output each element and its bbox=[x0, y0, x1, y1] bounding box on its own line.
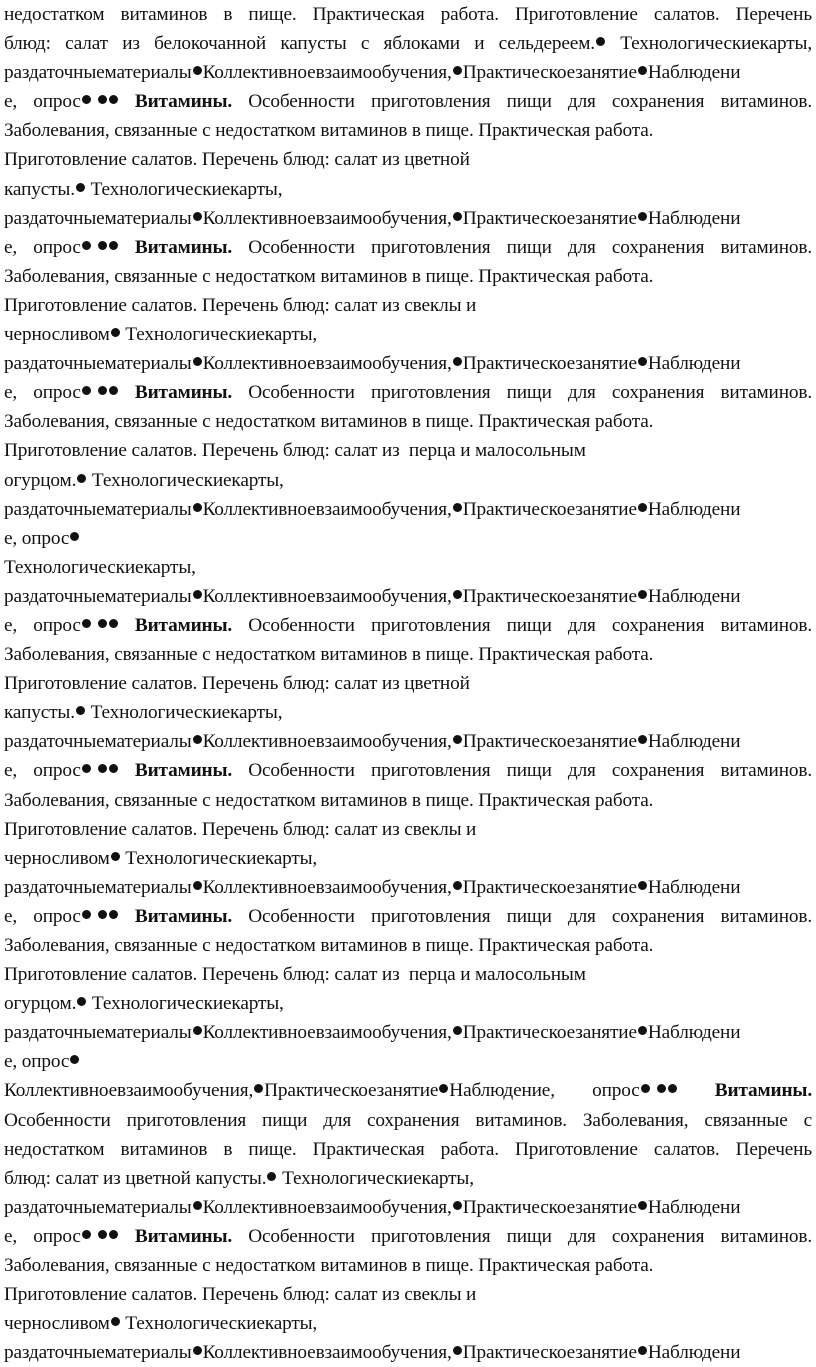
text-line bbox=[4, 1251, 812, 1280]
text-line bbox=[4, 1309, 812, 1338]
bullet-icon bbox=[77, 474, 86, 483]
text-segment: Коллективноевзаимообучения, bbox=[202, 1022, 452, 1044]
text-segment: Особенности приготовления пищи для сохранения витаминов. bbox=[232, 1225, 813, 1247]
text-line bbox=[4, 1280, 812, 1309]
bold-heading-text: Витамины. bbox=[714, 1080, 812, 1102]
text-segment: капусты. bbox=[4, 702, 75, 724]
text-line bbox=[4, 407, 812, 436]
bullet-icon bbox=[77, 997, 86, 1006]
bullet-icon bbox=[638, 1201, 647, 1210]
text-segment: Практическоезанятие bbox=[462, 498, 637, 520]
text-segment: Практическоезанятие bbox=[462, 1342, 637, 1364]
text-segment: огурцом. bbox=[4, 993, 77, 1015]
text-segment: Особенности приготовления пищи для сохранения витаминов. bbox=[232, 236, 813, 258]
text-segment bbox=[119, 91, 135, 112]
bullet-icon bbox=[98, 95, 107, 104]
bullet-icon bbox=[109, 386, 118, 395]
bullet-icon bbox=[82, 386, 91, 395]
bullet-icon bbox=[254, 1084, 263, 1093]
bold-heading-text: Витамины. bbox=[134, 236, 233, 258]
text-segment: Заболевания, связанные с недостатком витаминов в пище. Практическая работа. bbox=[4, 935, 654, 956]
text-segment: е, опрос bbox=[4, 382, 81, 404]
text-segment: Заболевания, связанные с недостатком витаминов в пище. Практическая работа. bbox=[4, 1255, 654, 1277]
text-segment: Технологическиекарты, bbox=[277, 1167, 474, 1189]
bold-heading-text: Витамины. bbox=[134, 760, 233, 782]
text-segment bbox=[119, 382, 135, 403]
text-segment: раздаточныематериалы bbox=[4, 498, 192, 520]
text-line bbox=[4, 87, 812, 116]
text-segment: недостатком витаминов в пище. Практическая работа. Приготовление салатов. Перечень bbox=[4, 1138, 812, 1160]
text-segment: раздаточныематериалы bbox=[4, 1196, 192, 1218]
bullet-icon bbox=[76, 183, 85, 192]
text-segment: Технологическиекарты, bbox=[87, 469, 284, 491]
text-line bbox=[4, 204, 812, 233]
text-line bbox=[4, 582, 812, 611]
text-segment: Технологическиекарты, bbox=[120, 847, 318, 869]
text-segment bbox=[678, 1080, 715, 1101]
bullet-icon bbox=[70, 1055, 79, 1064]
text-segment: Приготовление салатов. Перечень блюд: салат из свеклы и bbox=[4, 1284, 477, 1306]
text-line bbox=[4, 873, 812, 902]
text-line bbox=[4, 669, 812, 698]
text-segment: Технологическиекарты, bbox=[605, 33, 813, 55]
text-segment: Коллективноевзаимообучения, bbox=[202, 1342, 452, 1364]
bullet-icon bbox=[98, 619, 107, 628]
bullet-icon bbox=[82, 95, 91, 104]
bullet-icon bbox=[453, 881, 462, 890]
bullet-icon bbox=[193, 1201, 202, 1210]
text-segment: Наблюдение, опрос bbox=[449, 1080, 640, 1102]
bullet-icon bbox=[109, 910, 118, 919]
bullet-icon bbox=[82, 619, 91, 628]
text-segment: капусты. bbox=[4, 178, 75, 200]
bullet-icon bbox=[638, 590, 647, 599]
text-segment: Технологическиекарты, bbox=[85, 702, 283, 724]
text-segment: Практическоезанятие bbox=[462, 62, 637, 84]
text-segment: Технологическиекарты, bbox=[85, 178, 283, 200]
text-segment bbox=[119, 760, 135, 781]
text-segment: Практическоезанятие bbox=[462, 731, 637, 753]
text-segment: Наблюдени bbox=[647, 1022, 741, 1044]
text-line bbox=[4, 0, 812, 29]
text-segment: Наблюдени bbox=[647, 1342, 741, 1364]
text-segment bbox=[119, 906, 135, 927]
bullet-icon bbox=[111, 852, 120, 861]
text-line bbox=[4, 349, 812, 378]
bullet-icon bbox=[439, 1084, 448, 1093]
bullet-icon bbox=[193, 212, 202, 221]
bullet-icon bbox=[109, 619, 118, 628]
text-segment: Технологическиекарты, bbox=[120, 1313, 318, 1335]
text-segment: Заболевания, связанные с недостатком витаминов в пище. Практическая работа. bbox=[4, 644, 654, 666]
text-segment: Заболевания, связанные с недостатком витаминов в пище. Практическая работа. bbox=[4, 411, 654, 433]
text-segment: Наблюдени bbox=[647, 207, 741, 229]
text-segment: Наблюдени bbox=[647, 353, 741, 375]
text-line bbox=[4, 29, 812, 58]
text-segment: Технологическиекарты, bbox=[4, 556, 196, 578]
text-segment: е, опрос bbox=[4, 1225, 81, 1247]
text-segment: е, опрос bbox=[4, 905, 81, 927]
text-line bbox=[4, 611, 812, 640]
bullet-icon bbox=[109, 241, 118, 250]
text-segment: блюд: салат из белокочанной капусты с яблоками и сельдереем. bbox=[4, 33, 595, 55]
bullet-icon bbox=[641, 1084, 650, 1093]
text-line bbox=[4, 145, 812, 174]
text-line bbox=[4, 233, 812, 262]
bullet-icon bbox=[111, 328, 120, 337]
text-segment: раздаточныематериалы bbox=[4, 585, 192, 607]
bold-heading-text: Витамины. bbox=[134, 382, 233, 404]
text-segment: Наблюдени bbox=[647, 1196, 741, 1218]
text-segment: Коллективноевзаимообучения, bbox=[202, 353, 452, 375]
bullet-icon bbox=[453, 1201, 462, 1210]
bullet-icon bbox=[657, 1084, 666, 1093]
text-segment: Наблюдени bbox=[647, 62, 741, 84]
text-segment: Заболевания, связанные с недостатком витаминов в пище. Практическая работа. bbox=[4, 789, 654, 811]
text-segment: Коллективноевзаимообучения, bbox=[202, 585, 452, 607]
bullet-icon bbox=[453, 1026, 462, 1035]
bullet-icon bbox=[76, 706, 85, 715]
text-line bbox=[4, 58, 812, 87]
text-segment: Практическоезанятие bbox=[462, 585, 637, 607]
bullet-icon bbox=[638, 357, 647, 366]
text-line bbox=[4, 175, 812, 204]
text-line bbox=[4, 960, 812, 989]
text-segment: огурцом. bbox=[4, 469, 77, 491]
bullet-icon bbox=[193, 503, 202, 512]
text-segment bbox=[119, 615, 135, 636]
text-segment: раздаточныематериалы bbox=[4, 207, 192, 229]
text-line bbox=[4, 786, 812, 815]
bullet-icon bbox=[82, 241, 91, 250]
bullet-icon bbox=[82, 1230, 91, 1239]
text-segment: Приготовление салатов. Перечень блюд: салат из перца и малосольным bbox=[4, 964, 586, 986]
text-segment: раздаточныематериалы bbox=[4, 353, 192, 375]
bullet-icon bbox=[668, 1084, 677, 1093]
text-segment: Особенности приготовления пищи для сохранения витаминов. bbox=[232, 760, 813, 782]
text-line bbox=[4, 466, 812, 495]
bullet-icon bbox=[98, 1230, 107, 1239]
text-segment: раздаточныематериалы bbox=[4, 1022, 192, 1044]
bullet-icon bbox=[98, 386, 107, 395]
bullet-icon bbox=[267, 1172, 276, 1181]
text-line bbox=[4, 553, 812, 582]
bullet-icon bbox=[596, 37, 605, 46]
text-line bbox=[4, 1135, 812, 1164]
text-segment bbox=[119, 1226, 135, 1247]
bullet-icon bbox=[109, 95, 118, 104]
text-line bbox=[4, 727, 812, 756]
bullet-icon bbox=[82, 910, 91, 919]
text-segment: Наблюдени bbox=[647, 731, 741, 753]
text-line bbox=[4, 902, 812, 931]
text-segment: Заболевания, связанные с недостатком витаминов в пище. Практическая работа. bbox=[4, 265, 654, 287]
bullet-icon bbox=[193, 66, 202, 75]
text-line bbox=[4, 1338, 812, 1367]
bold-heading-text: Витамины. bbox=[134, 91, 233, 113]
text-line bbox=[4, 989, 812, 1018]
bullet-icon bbox=[638, 1026, 647, 1035]
text-line bbox=[4, 931, 812, 960]
bullet-icon bbox=[453, 357, 462, 366]
text-line bbox=[4, 844, 812, 873]
text-segment: Коллективноевзаимообучения, bbox=[202, 62, 452, 84]
bullet-icon bbox=[193, 357, 202, 366]
bold-heading-text: Витамины. bbox=[134, 1225, 233, 1247]
text-segment: Приготовление салатов. Перечень блюд: салат из цветной bbox=[4, 149, 470, 171]
bullet-icon bbox=[111, 1317, 120, 1326]
text-line bbox=[4, 320, 812, 349]
bullet-icon bbox=[109, 1230, 118, 1239]
text-line bbox=[4, 436, 812, 465]
text-line bbox=[4, 378, 812, 407]
bold-heading-text: Витамины. bbox=[134, 614, 233, 636]
text-line bbox=[4, 1076, 812, 1105]
text-segment: Практическоезанятие bbox=[264, 1080, 439, 1102]
text-line bbox=[4, 524, 812, 553]
text-segment: е, опрос bbox=[4, 614, 81, 636]
text-line bbox=[4, 116, 812, 145]
bullet-icon bbox=[193, 1026, 202, 1035]
text-line bbox=[4, 262, 812, 291]
bold-heading-text: Витамины. bbox=[134, 905, 233, 927]
text-line bbox=[4, 1106, 812, 1135]
text-segment: Приготовление салатов. Перечень блюд: салат из цветной bbox=[4, 673, 470, 695]
bullet-icon bbox=[638, 881, 647, 890]
text-segment: блюд: салат из цветной капусты. bbox=[4, 1167, 267, 1189]
text-segment: раздаточныематериалы bbox=[4, 731, 192, 753]
text-segment: Коллективноевзаимообучения, bbox=[4, 1080, 254, 1102]
bullet-icon bbox=[193, 590, 202, 599]
text-segment: Особенности приготовления пищи для сохранения витаминов. bbox=[232, 614, 813, 636]
bullet-icon bbox=[453, 590, 462, 599]
bullet-icon bbox=[70, 532, 79, 541]
text-segment: раздаточныематериалы bbox=[4, 876, 192, 898]
text-segment: Коллективноевзаимообучения, bbox=[202, 731, 452, 753]
text-segment: Коллективноевзаимообучения, bbox=[202, 876, 452, 898]
text-line bbox=[4, 291, 812, 320]
text-segment: Особенности приготовления пищи для сохранения витаминов. bbox=[232, 91, 813, 113]
bullet-icon bbox=[193, 1346, 202, 1355]
text-segment: черносливом bbox=[4, 847, 110, 869]
bullet-icon bbox=[98, 241, 107, 250]
text-segment: Практическоезанятие bbox=[462, 353, 637, 375]
text-line bbox=[4, 495, 812, 524]
bullet-icon bbox=[638, 735, 647, 744]
text-line bbox=[4, 1222, 812, 1251]
bullet-icon bbox=[98, 910, 107, 919]
text-segment: Технологическиекарты, bbox=[120, 324, 318, 346]
bullet-icon bbox=[638, 1346, 647, 1355]
bullet-icon bbox=[453, 735, 462, 744]
text-segment: Коллективноевзаимообучения, bbox=[202, 498, 452, 520]
bullet-icon bbox=[193, 735, 202, 744]
text-segment: Коллективноевзаимообучения, bbox=[202, 1196, 452, 1218]
text-segment: Особенности приготовления пищи для сохранения витаминов. bbox=[232, 382, 813, 404]
bullet-icon bbox=[453, 66, 462, 75]
text-segment: Приготовление салатов. Перечень блюд: салат из перца и малосольным bbox=[4, 440, 586, 462]
text-segment: Заболевания, связанные с недостатком витаминов в пище. Практическая работа. bbox=[4, 120, 654, 142]
text-segment: Наблюдени bbox=[647, 498, 741, 520]
bullet-icon bbox=[453, 503, 462, 512]
bullet-icon bbox=[98, 764, 107, 773]
bullet-icon bbox=[109, 764, 118, 773]
text-segment: Практическоезанятие bbox=[462, 207, 637, 229]
text-line bbox=[4, 756, 812, 785]
bullet-icon bbox=[193, 881, 202, 890]
bullet-icon bbox=[453, 212, 462, 221]
text-segment: е, опрос bbox=[4, 1051, 70, 1073]
bullet-icon bbox=[82, 764, 91, 773]
text-segment: Особенности приготовления пищи для сохранения витаминов. bbox=[232, 905, 813, 927]
text-line bbox=[4, 815, 812, 844]
bullet-icon bbox=[453, 1346, 462, 1355]
text-segment: черносливом bbox=[4, 324, 110, 346]
text-line bbox=[4, 1018, 812, 1047]
text-segment: черносливом bbox=[4, 1313, 110, 1335]
text-segment: раздаточныематериалы bbox=[4, 1342, 192, 1364]
text-segment: недостатком витаминов в пище. Практическая работа. Приготовление салатов. Перечень bbox=[4, 4, 812, 25]
text-segment: Практическоезанятие bbox=[462, 1196, 637, 1218]
bullet-icon bbox=[638, 66, 647, 75]
text-segment: Практическоезанятие bbox=[462, 1022, 637, 1044]
text-segment: Приготовление салатов. Перечень блюд: салат из свеклы и bbox=[4, 294, 477, 316]
text-segment: Наблюдени bbox=[647, 585, 741, 607]
text-line bbox=[4, 1047, 812, 1076]
text-line bbox=[4, 640, 812, 669]
bullet-icon bbox=[638, 212, 647, 221]
text-segment: Коллективноевзаимообучения, bbox=[202, 207, 452, 229]
text-segment: Практическоезанятие bbox=[462, 876, 637, 898]
bullet-icon bbox=[638, 503, 647, 512]
text-segment: Наблюдени bbox=[647, 876, 741, 898]
text-segment bbox=[119, 237, 135, 258]
text-segment: Особенности приготовления пищи для сохранения витаминов. Заболевания, связанные с bbox=[4, 1109, 812, 1131]
text-segment: раздаточныематериалы bbox=[4, 62, 192, 84]
text-line bbox=[4, 1193, 812, 1222]
text-segment: Приготовление салатов. Перечень блюд: салат из свеклы и bbox=[4, 818, 477, 840]
text-segment: е, опрос bbox=[4, 236, 81, 258]
text-segment: е, опрос bbox=[4, 527, 70, 549]
text-segment: Технологическиекарты, bbox=[87, 993, 284, 1015]
text-segment: е, опрос bbox=[4, 760, 81, 782]
text-line bbox=[4, 1164, 812, 1193]
text-segment: е, опрос bbox=[4, 91, 81, 113]
text-line bbox=[4, 698, 812, 727]
